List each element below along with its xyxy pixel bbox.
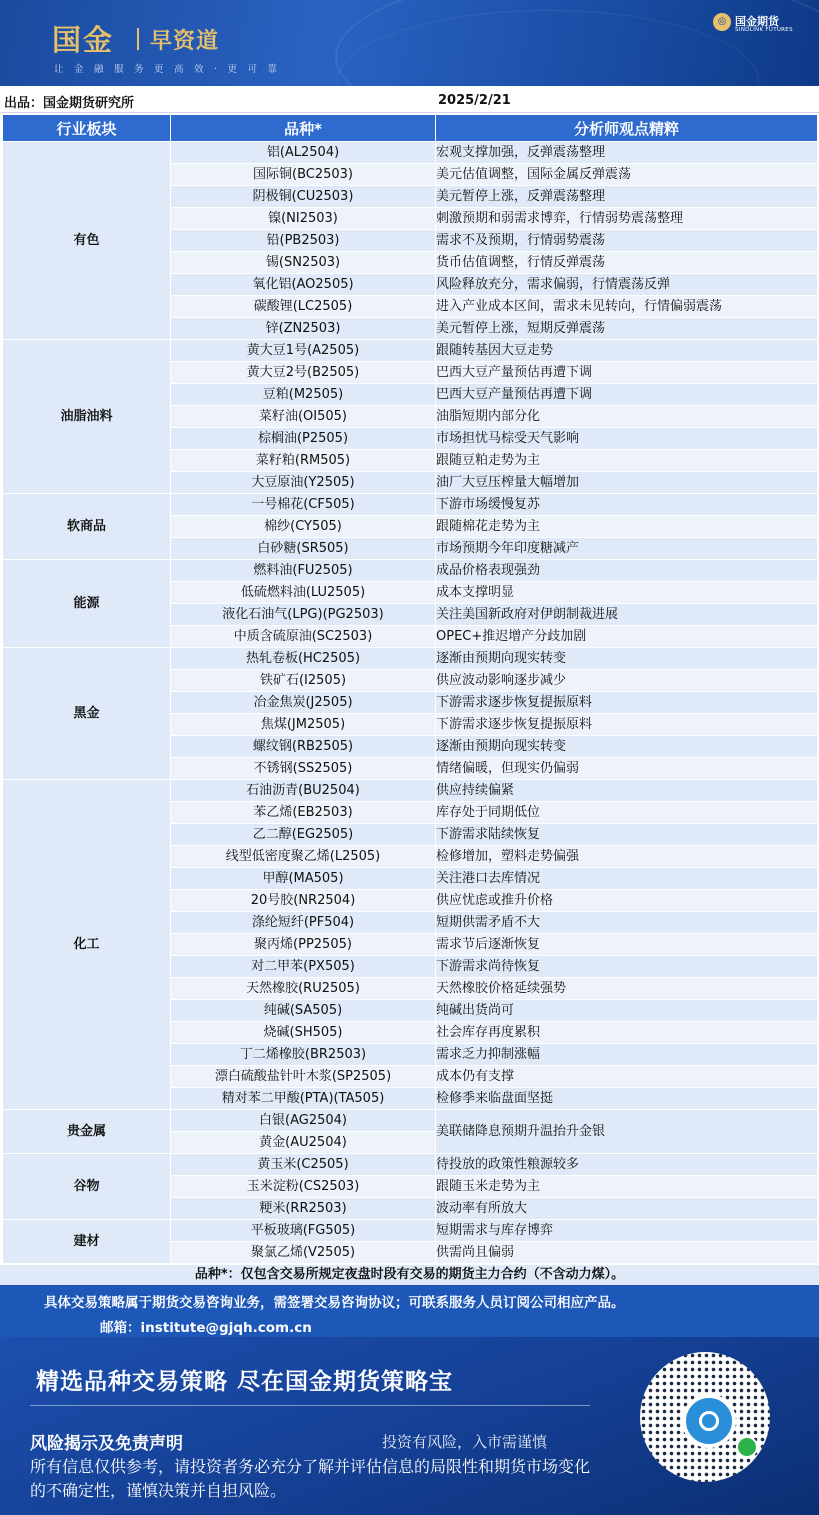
view-cell: 下游需求尚待恢复: [436, 956, 818, 978]
table-row: [3, 648, 818, 670]
company-logo: [713, 13, 797, 39]
variety-cell: 黄大豆1号(A2505): [171, 340, 436, 362]
variety-cell: 焦煤(JM2505): [171, 714, 436, 736]
variety-cell: 聚丙烯(PP2505): [171, 934, 436, 956]
view-cell: 下游需求陆续恢复: [436, 824, 818, 846]
variety-cell: 冶金焦炭(J2505): [171, 692, 436, 714]
email-link[interactable]: 邮箱：institute@gjqh.com.cn: [100, 1320, 312, 1336]
table-row: [3, 494, 818, 516]
variety-cell: 铅(PB2503): [171, 230, 436, 252]
disclaimer: 所有信息仅供参考，请投资者务必充分了解并评估信息的局限性和期货市场变化的不确定性，谨慎决策并自担风险。: [30, 1457, 591, 1500]
view-cell: 待投放的政策性粮源较多: [436, 1154, 818, 1176]
view-cell: 纯碱出货尚可: [436, 1000, 818, 1022]
variety-cell: 涤纶短纤(PF504): [171, 912, 436, 934]
variety-cell: 锡(SN2503): [171, 252, 436, 274]
view-cell: 市场预期今年印度糖减产: [436, 538, 818, 560]
variety-cell: 烧碱(SH505): [171, 1022, 436, 1044]
header-variety: 品种*: [171, 115, 436, 142]
view-cell: 成本仍有支撑: [436, 1066, 818, 1088]
logo-cn: 国金期货: [735, 15, 779, 28]
view-cell: 下游需求逐步恢复提振原料: [436, 714, 818, 736]
brand-name: 国金: [52, 23, 115, 57]
view-cell: 市场担忧马棕受天气影响: [436, 428, 818, 450]
variety-cell: 碳酸锂(LC2505): [171, 296, 436, 318]
table-header-row: [3, 115, 818, 142]
view-cell: OPEC+推迟增产分歧加剧: [436, 626, 818, 648]
view-cell: 关注美国新政府对伊朗制裁进展: [436, 604, 818, 626]
variety-cell: 漂白硫酸盐针叶木浆(SP2505): [171, 1066, 436, 1088]
header-sector: 行业板块: [3, 115, 171, 142]
view-cell: 逐渐由预期向现实转变: [436, 736, 818, 758]
view-cell: 进入产业成本区间，需求未见转向，行情偏弱震荡: [436, 296, 818, 318]
table-row: [3, 1220, 818, 1242]
view-cell: 短期需求与库存博弈: [436, 1220, 818, 1242]
view-cell: 逐渐由预期向现实转变: [436, 648, 818, 670]
qr-code-icon[interactable]: [640, 1352, 770, 1482]
view-cell: 检修增加，塑料走势偏强: [436, 846, 818, 868]
view-cell: 宏观支撑加强，反弹震荡整理: [436, 142, 818, 164]
logo-icon: ◎: [713, 13, 731, 31]
view-cell: 刺激预期和弱需求博弈，行情弱势震荡整理: [436, 208, 818, 230]
view-cell: 检修季来临盘面坚挺: [436, 1088, 818, 1110]
variety-cell: 丁二烯橡胶(BR2503): [171, 1044, 436, 1066]
variety-cell: 液化石油气(LPG)(PG2503): [171, 604, 436, 626]
header-banner: [0, 0, 819, 86]
variety-cell: 低硫燃料油(LU2505): [171, 582, 436, 604]
view-cell: 波动率有所放大: [436, 1198, 818, 1220]
view-cell: 情绪偏暖，但现实仍偏弱: [436, 758, 818, 780]
view-cell: 油厂大豆压榨量大幅增加: [436, 472, 818, 494]
strategy-table: [2, 114, 818, 1264]
table-row: [3, 780, 818, 802]
view-cell: 美元暂停上涨，反弹震荡整理: [436, 186, 818, 208]
variety-cell: 玉米淀粉(CS2503): [171, 1176, 436, 1198]
variety-cell: 石油沥青(BU2504): [171, 780, 436, 802]
view-cell: 跟随豆粕走势为主: [436, 450, 818, 472]
footnote: 品种*：仅包含交易所规定夜盘时段有交易的期货主力合约（不含动力煤）。: [0, 1265, 819, 1285]
view-cell: 库存处于同期低位: [436, 802, 818, 824]
footer-divider: [30, 1405, 590, 1406]
variety-cell: 国际铜(BC2503): [171, 164, 436, 186]
consult-notice: 具体交易策略属于期货交易咨询业务，需签署交易咨询协议；可联系服务人员订阅公司相应产品。: [44, 1295, 625, 1311]
variety-cell: 不锈钢(SS2505): [171, 758, 436, 780]
sector-cell: 贵金属: [3, 1110, 171, 1154]
view-cell: 风险释放充分，需求偏弱，行情震荡反弹: [436, 274, 818, 296]
info-bar: [0, 1285, 819, 1337]
variety-cell: 聚氯乙烯(V2505): [171, 1242, 436, 1264]
variety-cell: 黄金(AU2504): [171, 1132, 436, 1154]
table-row: [3, 1110, 818, 1132]
view-cell: 跟随玉米走势为主: [436, 1176, 818, 1198]
view-cell: 供应持续偏紧: [436, 780, 818, 802]
variety-cell: 中质含硫原油(SC2503): [171, 626, 436, 648]
variety-cell: 一号棉花(CF505): [171, 494, 436, 516]
table-row: [3, 142, 818, 164]
variety-cell: 螺纹钢(RB2505): [171, 736, 436, 758]
variety-cell: 苯乙烯(EB2503): [171, 802, 436, 824]
variety-cell: 黄玉米(C2505): [171, 1154, 436, 1176]
header-view: 分析师观点精粹: [436, 115, 818, 142]
view-cell: 社会库存再度累积: [436, 1022, 818, 1044]
sector-cell: 黑金: [3, 648, 171, 780]
view-cell: 跟随棉花走势为主: [436, 516, 818, 538]
meta-bar: [0, 89, 819, 113]
view-cell: 供应波动影响逐步减少: [436, 670, 818, 692]
view-cell: 巴西大豆产量预估再遭下调: [436, 384, 818, 406]
view-cell: 需求乏力抑制涨幅: [436, 1044, 818, 1066]
view-cell: 成本支撑明显: [436, 582, 818, 604]
view-cell: 关注港口去库情况: [436, 868, 818, 890]
risk-title: 风险揭示及免责声明: [30, 1434, 183, 1454]
view-cell: 成品价格表现强劲: [436, 560, 818, 582]
mini-program-icon: [736, 1436, 758, 1458]
variety-cell: 燃料油(FU2505): [171, 560, 436, 582]
source-label: 出品：国金期货研究所: [4, 96, 135, 111]
view-cell: 需求不及预期，行情弱势震荡: [436, 230, 818, 252]
variety-cell: 对二甲苯(PX505): [171, 956, 436, 978]
view-cell: 油脂短期内部分化: [436, 406, 818, 428]
variety-cell: 铝(AL2504): [171, 142, 436, 164]
view-cell: 美元暂停上涨，短期反弹震荡: [436, 318, 818, 340]
variety-cell: 棉纱(CY505): [171, 516, 436, 538]
view-cell: 跟随转基因大豆走势: [436, 340, 818, 362]
view-cell: 供需尚且偏弱: [436, 1242, 818, 1264]
variety-cell: 白砂糖(SR505): [171, 538, 436, 560]
brand-subtitle: 早资道: [150, 29, 220, 54]
variety-cell: 菜籽油(OI505): [171, 406, 436, 428]
variety-cell: 镍(NI2503): [171, 208, 436, 230]
variety-cell: 大豆原油(Y2505): [171, 472, 436, 494]
variety-cell: 线型低密度聚乙烯(L2505): [171, 846, 436, 868]
view-cell: 天然橡胶价格延续强势: [436, 978, 818, 1000]
variety-cell: 纯碱(SA505): [171, 1000, 436, 1022]
footer-headline: 精选品种交易策略 尽在国金期货策略宝: [36, 1369, 454, 1395]
table-body: [3, 142, 818, 1264]
variety-cell: 豆粕(M2505): [171, 384, 436, 406]
sector-cell: 能源: [3, 560, 171, 648]
variety-cell: 棕榈油(P2505): [171, 428, 436, 450]
view-cell: 货币估值调整，行情反弹震荡: [436, 252, 818, 274]
sector-cell: 化工: [3, 780, 171, 1110]
variety-cell: 铁矿石(I2505): [171, 670, 436, 692]
view-cell: 下游市场缓慢复苏: [436, 494, 818, 516]
brand-divider: [137, 28, 139, 50]
report-date: 2025/2/21: [438, 93, 511, 108]
table-row: [3, 1154, 818, 1176]
variety-cell: 锌(ZN2503): [171, 318, 436, 340]
table-row: [3, 560, 818, 582]
sector-cell: 谷物: [3, 1154, 171, 1220]
variety-cell: 热轧卷板(HC2505): [171, 648, 436, 670]
view-cell: 美联储降息预期升温抬升金银: [436, 1110, 818, 1154]
view-cell: 短期供需矛盾不大: [436, 912, 818, 934]
risk-caution: 投资有风险，入市需谨慎: [382, 1433, 548, 1451]
view-cell: 下游需求逐步恢复提振原料: [436, 692, 818, 714]
variety-cell: 乙二醇(EG2505): [171, 824, 436, 846]
variety-cell: 粳米(RR2503): [171, 1198, 436, 1220]
variety-cell: 白银(AG2504): [171, 1110, 436, 1132]
qr-center-logo-icon: [682, 1394, 736, 1448]
view-cell: 美元估值调整，国际金属反弹震荡: [436, 164, 818, 186]
view-cell: 供应忧虑或推升价格: [436, 890, 818, 912]
variety-cell: 甲醇(MA505): [171, 868, 436, 890]
variety-cell: 天然橡胶(RU2505): [171, 978, 436, 1000]
sector-cell: 建材: [3, 1220, 171, 1264]
view-cell: 需求节后逐渐恢复: [436, 934, 818, 956]
view-cell: 巴西大豆产量预估再遭下调: [436, 362, 818, 384]
variety-cell: 黄大豆2号(B2505): [171, 362, 436, 384]
variety-cell: 阴极铜(CU2503): [171, 186, 436, 208]
slogan: 让金融服务更高效·更可靠: [54, 64, 288, 75]
variety-cell: 20号胶(NR2504): [171, 890, 436, 912]
sector-cell: 软商品: [3, 494, 171, 560]
variety-cell: 菜籽粕(RM505): [171, 450, 436, 472]
variety-cell: 精对苯二甲酸(PTA)(TA505): [171, 1088, 436, 1110]
sector-cell: 有色: [3, 142, 171, 340]
table-row: [3, 340, 818, 362]
variety-cell: 氧化铝(AO2505): [171, 274, 436, 296]
sector-cell: 油脂油料: [3, 340, 171, 494]
variety-cell: 平板玻璃(FG505): [171, 1220, 436, 1242]
logo-en: SINOLINK FUTURES: [735, 27, 793, 33]
